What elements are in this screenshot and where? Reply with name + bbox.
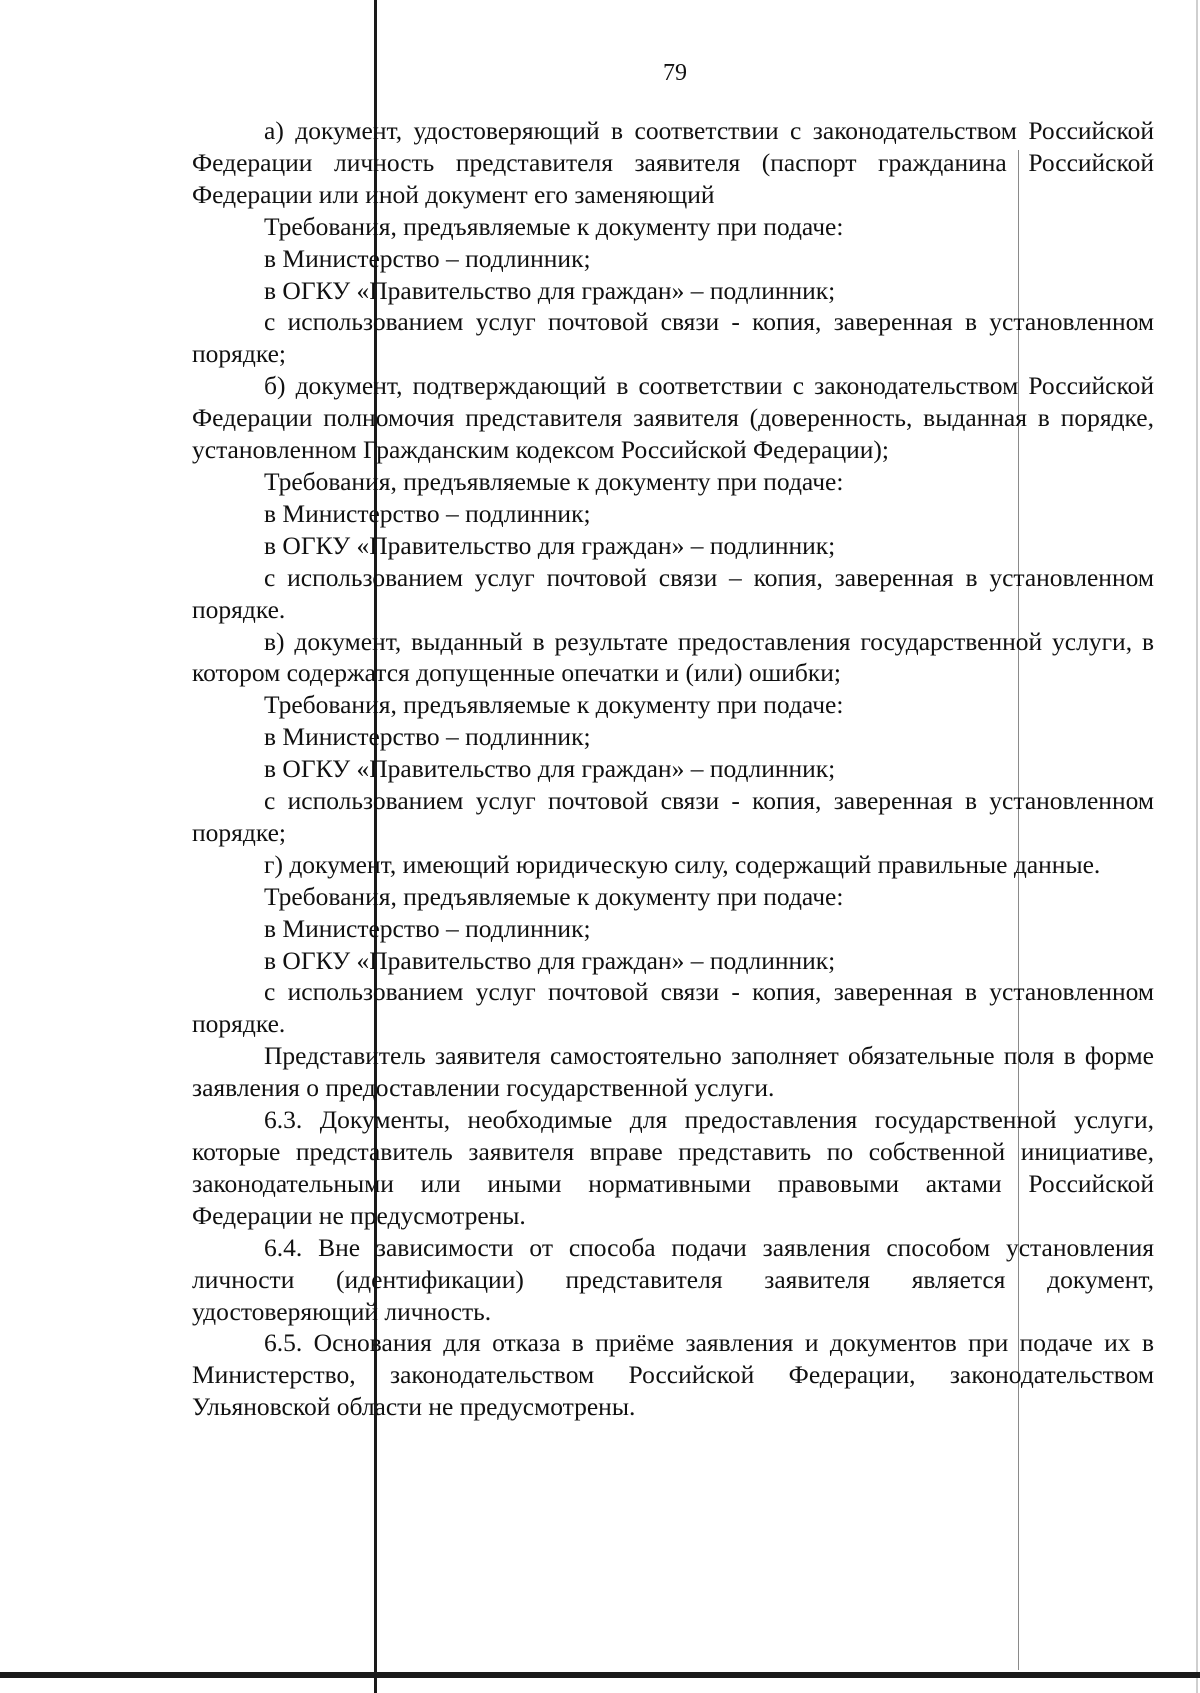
paragraph: с использованием услуг почтовой связи - копия, заверенная в установленном порядке.: [192, 977, 1154, 1039]
paragraph: с использованием услуг почтовой связи – копия, заверенная в установленном порядке.: [192, 562, 1154, 624]
scan-artifact-bottom-border: [0, 1672, 1200, 1678]
paragraph: а) документ, удостоверяющий в соответствии с законодательством Российской Федерации личность представителя заявителя (паспорт гражданина Российской Федерации или иной документ его заменяющий: [192, 116, 1154, 209]
scan-artifact-edge-line: [1196, 0, 1198, 1693]
paragraph: в ОГКУ «Правительство для граждан» – подлинник;: [264, 530, 836, 560]
paragraph: Требования, предъявляемые к документу при подаче:: [264, 211, 844, 241]
paragraph: Требования, предъявляемые к документу при подаче:: [264, 881, 844, 911]
paragraph: с использованием услуг почтовой связи - копия, заверенная в установленном порядке;: [192, 786, 1154, 847]
paragraph: в) документ, выданный в результате предоставления государственной услуги, в котором содержатся допущенные опечатки и (или) ошибки;: [192, 626, 1154, 688]
page-number: 79: [663, 60, 687, 86]
paragraph: в Министерство – подлинник;: [264, 243, 591, 273]
paragraph: с использованием услуг почтовой связи - копия, заверенная в установленном порядке;: [192, 307, 1154, 369]
paragraph: в ОГКУ «Правительство для граждан» – подлинник;: [264, 754, 836, 784]
paragraph: 6.3. Документы, необходимые для предоставления государственной услуги, которые представитель заявителя вправе представить по собственной инициативе, законодательными или иными нормативными правовыми актами Российской Федерации не предусмотрены.: [192, 1105, 1154, 1230]
paragraph: в Министерство – подлинник;: [264, 498, 591, 528]
paragraph: 6.5. Основания для отказа в приёме заявления и документов при подаче их в Министерство, законодательством Российской Федерации, законодательством Ульяновской области не предусмотрены.: [192, 1328, 1154, 1422]
paragraph: в Министерство – подлинник;: [264, 722, 591, 752]
paragraph: Требования, предъявляемые к документу при подаче:: [264, 690, 844, 720]
paragraph: Представитель заявителя самостоятельно заполняет обязательные поля в форме заявления о предоставлении государственной услуги.: [192, 1041, 1154, 1103]
document-body: [192, 115, 1154, 1423]
paragraph: 6.4. Вне зависимости от способа подачи заявления способом установления личности (идентификации) представителя заявителя является документ, удостоверяющий личность.: [192, 1232, 1154, 1326]
paragraph: в ОГКУ «Правительство для граждан» – подлинник;: [264, 275, 836, 305]
paragraph: г) документ, имеющий юридическую силу, содержащий правильные данные.: [264, 849, 1101, 879]
paragraph: в Министерство – подлинник;: [264, 913, 591, 943]
paragraph: Требования, предъявляемые к документу при подаче:: [264, 466, 844, 496]
paragraph: б) документ, подтверждающий в соответствии с законодательством Российской Федерации полномочия представителя заявителя (доверенность, выданная в порядке, установленном Гражданским кодексом Российской Федерации);: [192, 371, 1154, 465]
paragraph: в ОГКУ «Правительство для граждан» – подлинник;: [264, 945, 836, 975]
